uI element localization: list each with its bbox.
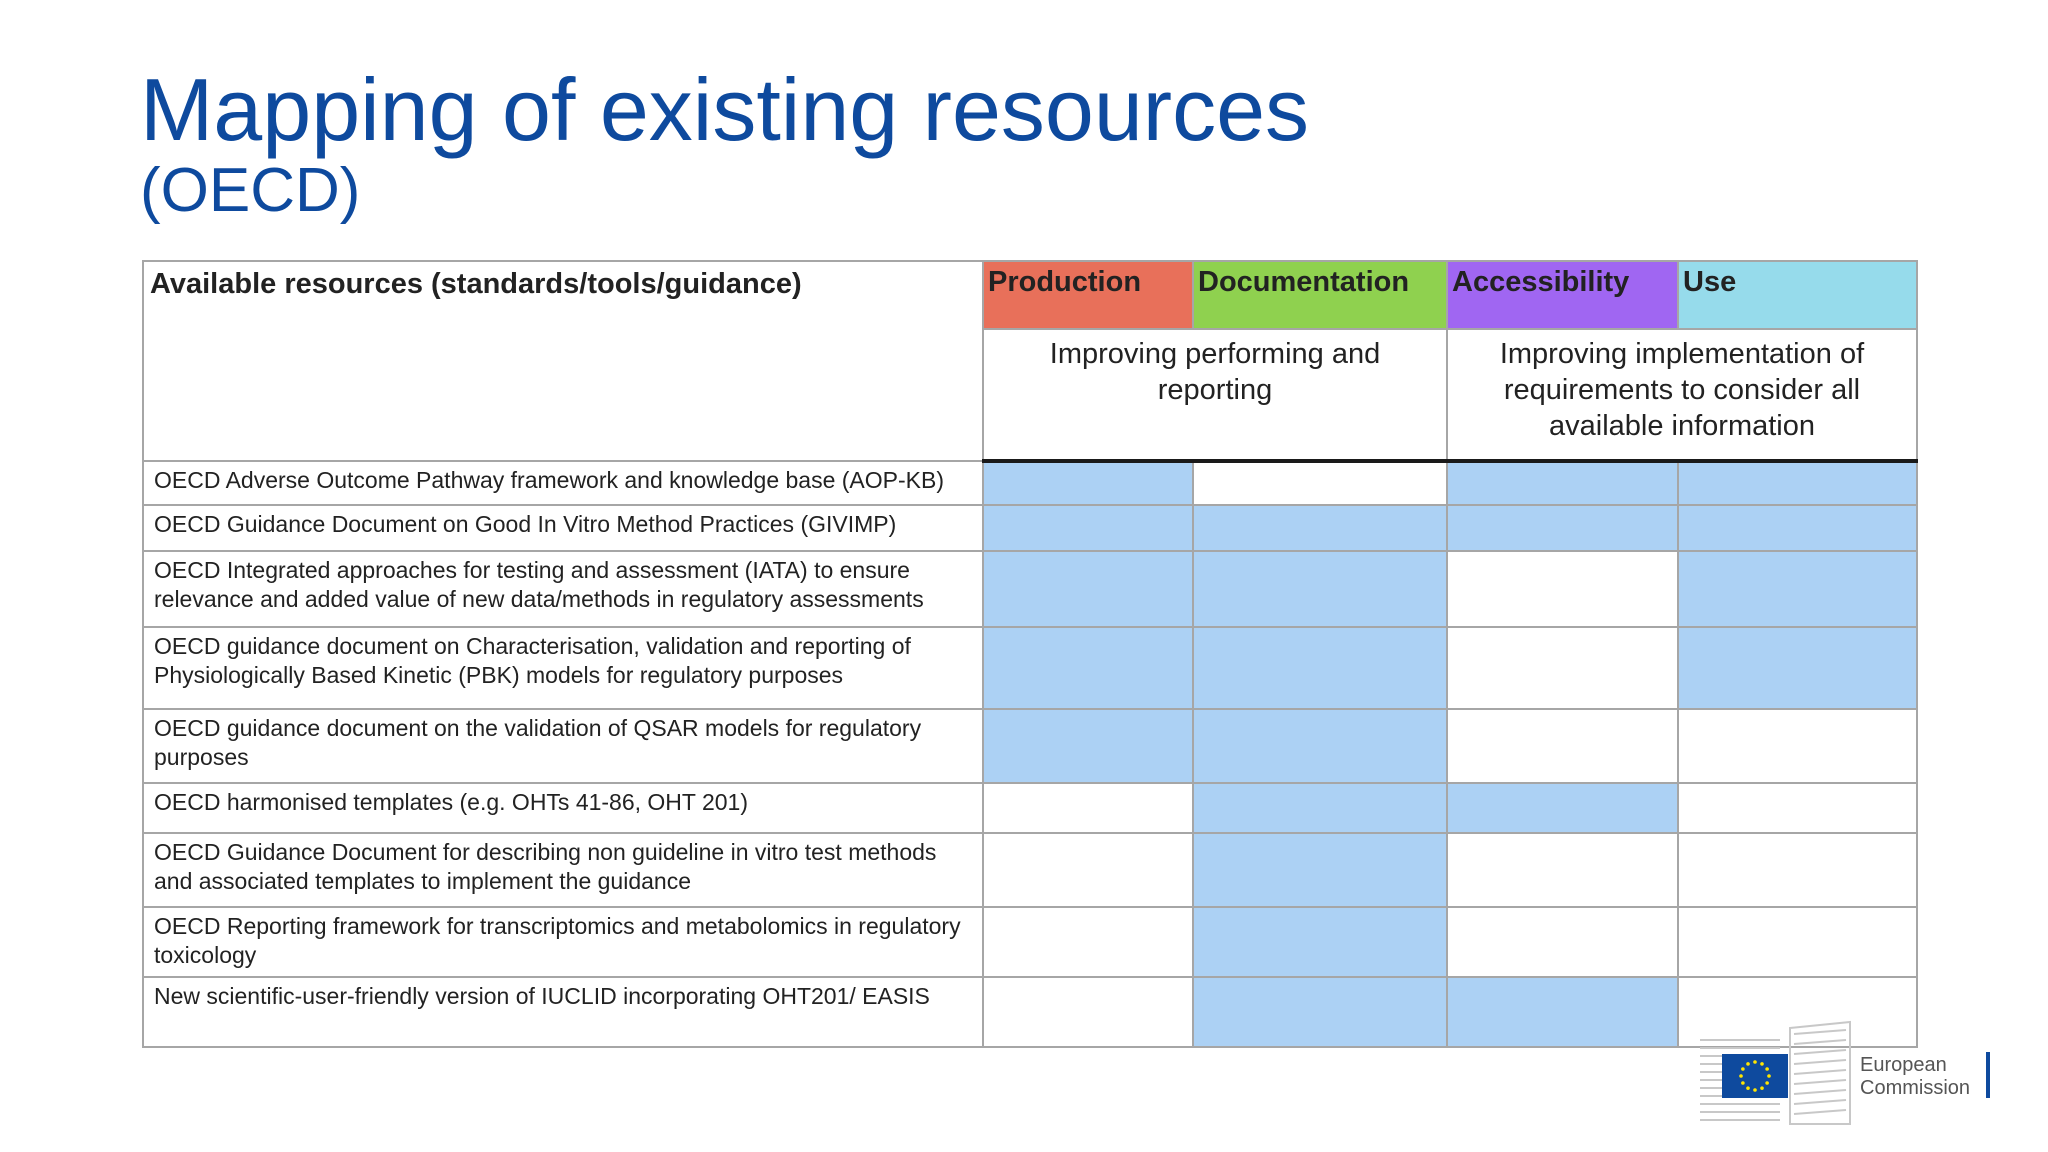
mapping-cell-documentation [1193, 907, 1447, 977]
resource-name: New scientific-user-friendly version of IUCLID incorporating OHT201/ EASIS [143, 977, 983, 1047]
slide-title: Mapping of existing resources [140, 60, 1310, 159]
mapping-cell-use [1678, 461, 1917, 505]
mapping-cell-accessibility [1447, 461, 1678, 505]
group-performing-reporting: Improving performing and reporting [983, 329, 1447, 461]
mapping-cell-production [983, 709, 1193, 783]
category-production: Production [983, 261, 1193, 329]
mapping-cell-documentation [1193, 627, 1447, 709]
mapping-cell-production [983, 505, 1193, 551]
mapping-cell-documentation [1193, 783, 1447, 833]
mapping-cell-use [1678, 783, 1917, 833]
table-row [143, 551, 1917, 627]
eu-star [1765, 1067, 1769, 1071]
table-row [143, 907, 1917, 977]
logo-divider [1986, 1052, 1990, 1098]
mapping-cell-accessibility [1447, 505, 1678, 551]
mapping-cell-documentation [1193, 833, 1447, 907]
eu-star [1741, 1067, 1745, 1071]
mapping-cell-documentation [1193, 461, 1447, 505]
mapping-cell-use [1678, 627, 1917, 709]
mapping-cell-accessibility [1447, 977, 1678, 1047]
mapping-cell-production [983, 551, 1193, 627]
resource-name: OECD harmonised templates (e.g. OHTs 41-86, OHT 201) [143, 783, 983, 833]
resource-name: OECD Adverse Outcome Pathway framework and knowledge base (AOP-KB) [143, 461, 983, 505]
category-header-row [143, 261, 1917, 329]
logo-line-commission: Commission [1860, 1077, 1971, 1099]
category-documentation: Documentation [1193, 261, 1447, 329]
eu-star [1739, 1074, 1743, 1078]
resource-name: OECD Guidance Document on Good In Vitro Method Practices (GIVIMP) [143, 505, 983, 551]
mapping-cell-production [983, 783, 1193, 833]
mapping-cell-accessibility [1447, 833, 1678, 907]
mapping-cell-production [983, 977, 1193, 1047]
mapping-cell-use [1678, 833, 1917, 907]
table-row [143, 783, 1917, 833]
group-implementation: Improving implementation of requirements to consider all available information [1447, 329, 1917, 461]
eu-star [1765, 1081, 1769, 1085]
resources-table [142, 260, 1918, 1048]
logo-text [1860, 1054, 1970, 1100]
mapping-cell-production [983, 907, 1193, 977]
mapping-cell-use [1678, 709, 1917, 783]
mapping-cell-production [983, 833, 1193, 907]
eu-star [1767, 1074, 1771, 1078]
eu-star [1753, 1060, 1757, 1064]
mapping-cell-documentation [1193, 505, 1447, 551]
logo-line-european: European [1860, 1054, 1947, 1076]
mapping-cell-use [1678, 907, 1917, 977]
resource-name: OECD Integrated approaches for testing and assessment (IATA) to ensure relevance and added value of new data/methods in regulatory assessments [143, 551, 983, 627]
mapping-cell-documentation [1193, 977, 1447, 1047]
category-use: Use [1678, 261, 1917, 329]
slide-subtitle: (OECD) [140, 156, 361, 225]
table-row [143, 627, 1917, 709]
table-row [143, 833, 1917, 907]
mapping-cell-production [983, 627, 1193, 709]
eu-star [1746, 1062, 1750, 1066]
mapping-cell-accessibility [1447, 783, 1678, 833]
mapping-cell-accessibility [1447, 551, 1678, 627]
mapping-cell-production [983, 461, 1193, 505]
eu-star [1760, 1086, 1764, 1090]
eu-star [1741, 1081, 1745, 1085]
resource-name: OECD Guidance Document for describing non guideline in vitro test methods and associated templates to implement the guidance [143, 833, 983, 907]
resource-name: OECD guidance document on the validation of QSAR models for regulatory purposes [143, 709, 983, 783]
mapping-cell-use [1678, 505, 1917, 551]
mapping-cell-documentation [1193, 709, 1447, 783]
mapping-cell-accessibility [1447, 627, 1678, 709]
eu-star [1753, 1088, 1757, 1092]
eu-star [1760, 1062, 1764, 1066]
mapping-cell-documentation [1193, 551, 1447, 627]
table-row [143, 461, 1917, 505]
resource-name: OECD guidance document on Characterisation, validation and reporting of Physiologically Based Kinetic (PBK) models for regulatory purposes [143, 627, 983, 709]
table-row [143, 709, 1917, 783]
category-accessibility: Accessibility [1447, 261, 1678, 329]
eu-star [1746, 1086, 1750, 1090]
mapping-cell-use [1678, 551, 1917, 627]
table-row [143, 977, 1917, 1047]
mapping-cell-accessibility [1447, 709, 1678, 783]
resource-name: OECD Reporting framework for transcriptomics and metabolomics in regulatory toxicology [143, 907, 983, 977]
mapping-cell-accessibility [1447, 907, 1678, 977]
available-resources-header: Available resources (standards/tools/guidance) [143, 261, 983, 461]
table-row [143, 505, 1917, 551]
